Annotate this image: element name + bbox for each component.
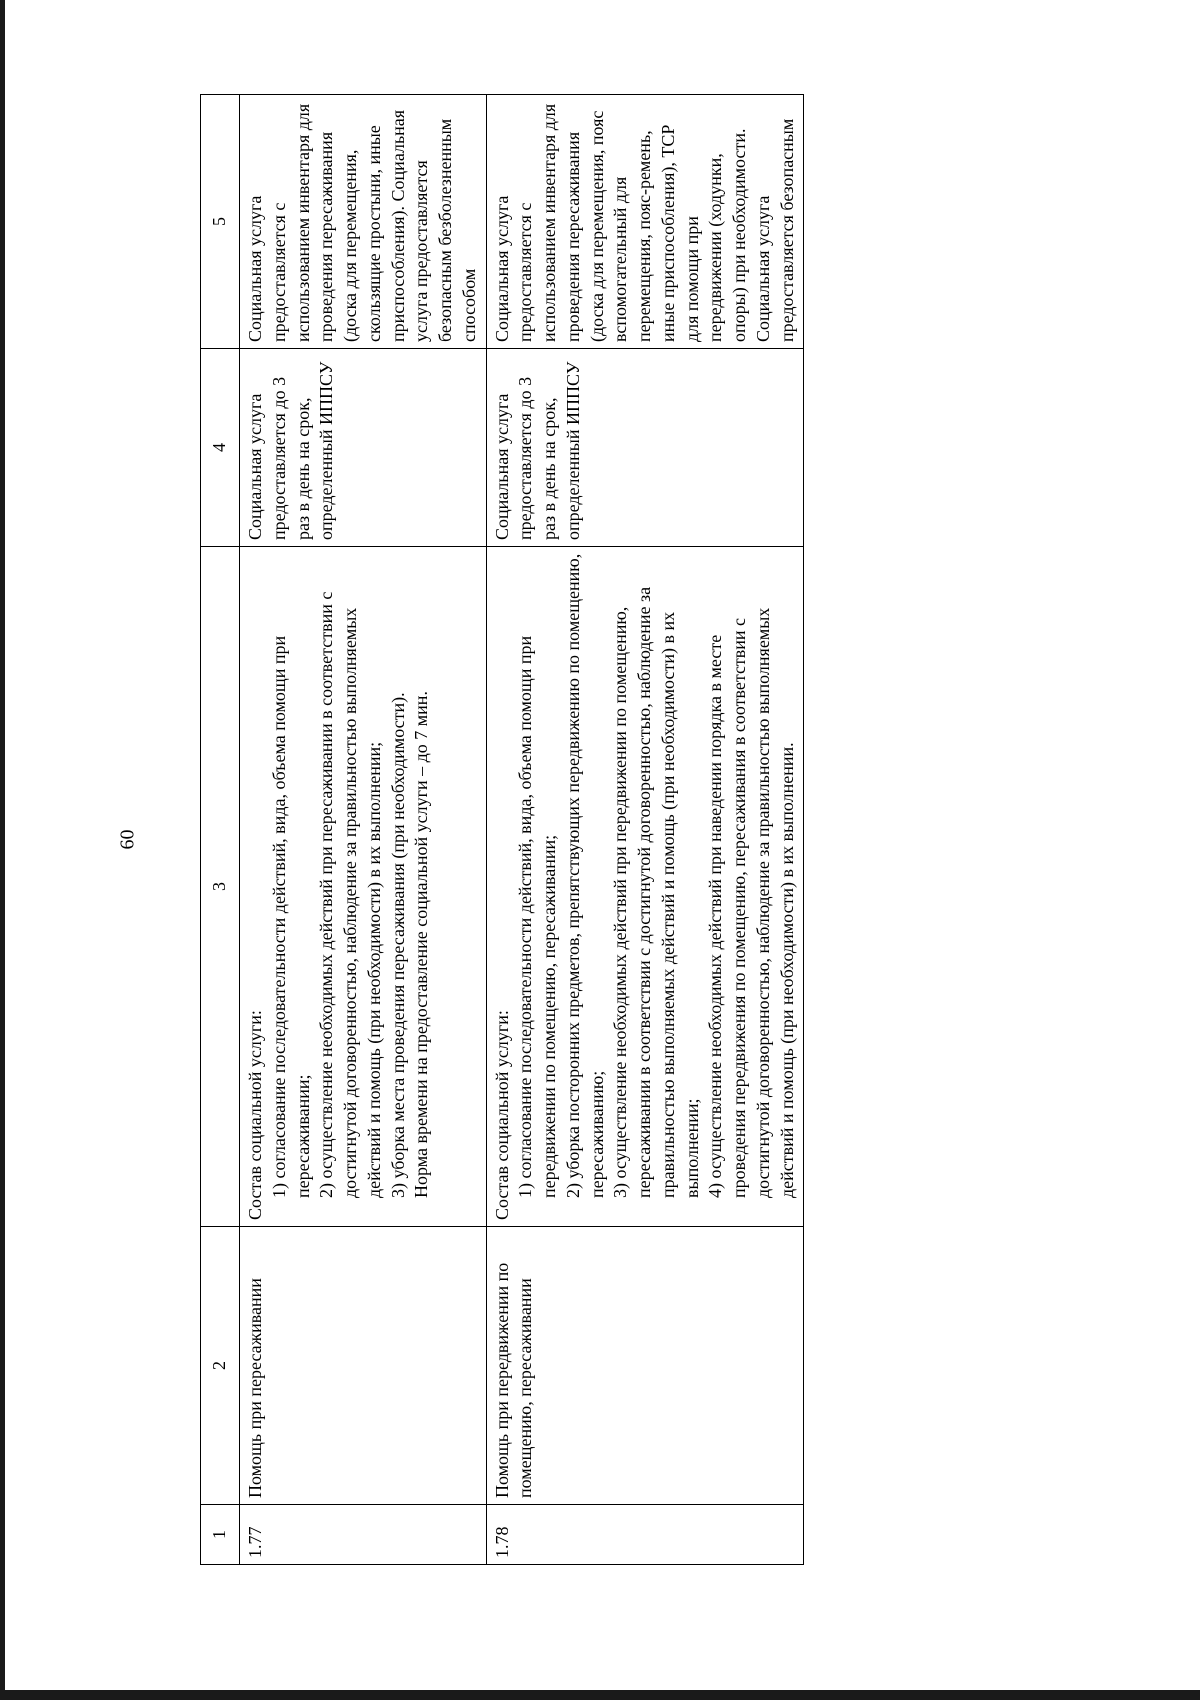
composition-line: Состав социальной услуги: (491, 1010, 512, 1220)
composition-line: 1) согласование последовательности действий, вида, объема помощи при пересаживании; (268, 635, 313, 1198)
composition-line: 2) осуществление необходимых действий при пересаживании в соответствии с достигнутой договоренностью, наблюдение за правильностью выполняемых действий и помощь (при необходимости) в их выполнении; (316, 591, 384, 1198)
scan-edge-left (0, 0, 5, 1700)
service-name: Помощь при передвижении по помещению, пересаживании (486, 1227, 804, 1505)
composition-line: 3) осуществление необходимых действий при передвижении по помещению, пересаживании в соответствии с достигнутой договоренностью, наблюдение за правильностью выполняемых действий и помощь (при необходимости) в их выполнении; (610, 586, 702, 1198)
header-cell: 2 (201, 1227, 240, 1505)
header-cell: 1 (201, 1505, 240, 1565)
table-row (486, 95, 804, 1565)
composition-line: Состав социальной услуги: (245, 1010, 265, 1220)
service-conditions: Социальная услуга предоставляется с использованием инвентаря для проведения пересаживания (доска для перемещения, пояс вспомогательный для перемещения, пояс-ремень, иные приспособления), ТСР для помощи при передвижении (ходунки, опоры) при необходимости. Социальная услуга предоставляется безопасным (486, 95, 804, 349)
service-name: Помощь при пересаживании (240, 1227, 487, 1505)
row-number: 1.78 (486, 1505, 804, 1565)
service-frequency: Социальная услуга предоставляется до 3 раз в день на срок, определенный ИППСУ (486, 349, 804, 547)
service-conditions: Социальная услуга предоставляется с использованием инвентаря для проведения пересаживания (доска для перемещения, скользящие простыни, иные приспособления). Социальная услуга предоставляется безопасным безболезненным способом (240, 95, 487, 349)
page-number: 60 (116, 829, 139, 850)
service-composition (486, 547, 804, 1227)
services-table (200, 94, 804, 1565)
rotated-table-container (200, 95, 1060, 1565)
scan-edge-bottom (0, 1690, 1200, 1700)
composition-line: 3) уборка места проведения пересаживания (при необходимости). (387, 692, 408, 1198)
table-header-row (201, 95, 240, 1565)
service-frequency: Социальная услуга предоставляется до 3 раз в день на срок, определенный ИППСУ (240, 349, 487, 547)
table-row (240, 95, 487, 1565)
composition-line: 2) уборка посторонних предметов, препятствующих передвижению по помещению, пересаживанию; (562, 553, 607, 1198)
service-composition (240, 547, 487, 1227)
header-cell: 4 (201, 349, 240, 547)
header-cell: 5 (201, 95, 240, 349)
composition-line: 1) согласование последовательности действий, вида, объема помощи при передвижении по помещению, пересаживании; (515, 635, 559, 1198)
header-cell: 3 (201, 547, 240, 1227)
row-number: 1.77 (240, 1505, 487, 1565)
composition-line: 4) осуществление необходимых действий при наведении порядка в месте проведения передвижения по помещению, пересаживания в соответствии с достигнутой договоренностью, наблюдение за правильностью выполняемых действий и помощь (при необходимости) в их выполнении. (705, 607, 797, 1198)
composition-line: Норма времени на предоставление социальной услуги – до 7 мин. (411, 691, 432, 1198)
